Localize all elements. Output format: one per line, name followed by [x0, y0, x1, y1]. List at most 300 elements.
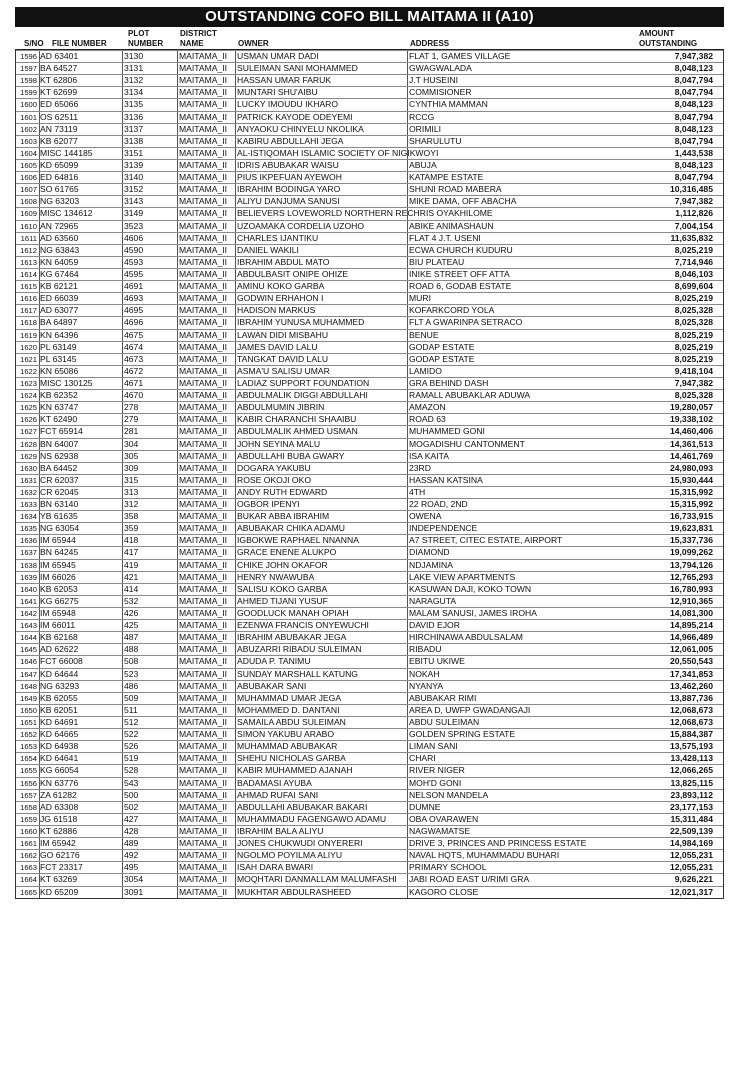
table-row: [16, 220, 723, 232]
cell-amount: 9,418,104: [674, 365, 713, 376]
cell-sno: 1638: [20, 560, 37, 570]
cell-amount: 12,068,673: [669, 717, 713, 728]
cell-plot-number: 414: [124, 583, 139, 594]
cell-file-number: IM 65942: [40, 838, 76, 849]
cell-sno: 1610: [20, 221, 37, 231]
cell-plot-number: 425: [124, 620, 139, 631]
table-row: [16, 813, 723, 825]
cell-address: OBA OVARAWEN: [409, 813, 479, 824]
cell-sno: 1639: [20, 572, 37, 582]
cell-owner: ANDY RUTH EDWARD: [237, 486, 328, 497]
cell-owner: SIMON YAKUBU ARABO: [237, 729, 335, 740]
cell-file-number: KD 65209: [40, 886, 79, 897]
cell-owner: SULEIMAN SANI MOHAMMED: [237, 63, 358, 74]
cell-file-number: KT 62490: [40, 414, 78, 425]
cell-plot-number: 522: [124, 729, 139, 740]
cell-district: MAITAMA_II: [179, 75, 228, 86]
cell-amount: 8,047,794: [674, 172, 713, 183]
cell-district: MAITAMA_II: [179, 293, 228, 304]
cell-amount: 8,048,123: [674, 99, 713, 110]
cell-address: OWENA: [409, 511, 442, 522]
cell-sno: 1659: [20, 814, 37, 824]
cell-file-number: MISC 134612: [40, 208, 93, 219]
cell-file-number: KB 62051: [40, 704, 78, 715]
cell-plot-number: 4675: [124, 329, 144, 340]
table-row: [16, 619, 723, 631]
cell-plot-number: 532: [124, 595, 139, 606]
cell-sno: 1651: [20, 718, 37, 728]
cell-amount: 15,930,444: [669, 474, 713, 485]
cell-address: GODAP ESTATE: [409, 341, 475, 352]
cell-sno: 1615: [20, 282, 37, 292]
cell-file-number: FCT 23317: [40, 862, 83, 873]
cell-file-number: CR 62037: [40, 474, 79, 485]
cell-file-number: KB 62055: [40, 692, 78, 703]
cell-file-number: ED 64816: [40, 172, 79, 183]
cell-file-number: GO 62176: [40, 850, 80, 861]
cell-district: MAITAMA_II: [179, 402, 228, 413]
cell-district: MAITAMA_II: [179, 838, 228, 849]
cell-plot-number: 528: [124, 765, 139, 776]
cell-sno: 1628: [20, 439, 37, 449]
cell-address: PRIMARY SCHOOL: [409, 862, 487, 873]
cell-address: BIU PLATEAU: [409, 256, 465, 267]
cell-amount: 7,004,154: [674, 220, 713, 231]
cell-sno: 1637: [20, 548, 37, 558]
cell-address: INIKE STREET OFF ATTA: [409, 268, 510, 279]
cell-district: MAITAMA_II: [179, 208, 228, 219]
cell-address: CHARI: [409, 753, 436, 764]
cell-address: DAVID EJOR: [409, 620, 460, 631]
cell-address: LIMAN SANI: [409, 741, 458, 752]
cell-plot-number: 358: [124, 511, 139, 522]
cell-plot-number: 511: [124, 704, 138, 715]
cell-sno: 1658: [20, 802, 37, 812]
cell-plot-number: 278: [124, 402, 139, 413]
cell-address: RAMALL ABUBAKLAR ADUWA: [409, 390, 531, 401]
cell-sno: 1656: [20, 778, 37, 788]
cell-sno: 1600: [20, 100, 37, 110]
cell-file-number: IM 65944: [40, 535, 76, 546]
cell-district: MAITAMA_II: [179, 801, 228, 812]
cell-amount: 8,047,794: [674, 111, 713, 122]
cell-amount: 8,699,604: [674, 281, 713, 292]
table-row: [16, 643, 723, 655]
cell-district: MAITAMA_II: [179, 656, 228, 667]
table-row: [16, 728, 723, 740]
cell-sno: 1620: [20, 342, 37, 352]
cell-address: KAGORO CLOSE: [409, 886, 479, 897]
cell-plot-number: 304: [124, 438, 139, 449]
table-row: [16, 486, 723, 498]
table-row: [16, 341, 723, 353]
cell-owner: SHEHU NICHOLAS GARBA: [237, 753, 346, 764]
cell-amount: 8,025,219: [674, 341, 713, 352]
cell-address: MALAM SANUSI, JAMES IROHA: [409, 608, 537, 619]
cell-plot-number: 281: [124, 426, 139, 437]
cell-plot-number: 519: [124, 753, 139, 764]
cell-owner: SAMAILA ABDU SULEIMAN: [237, 717, 346, 728]
cell-file-number: KD 64691: [40, 717, 79, 728]
cell-plot-number: 508: [124, 656, 139, 667]
cell-plot-number: 418: [124, 535, 139, 546]
cell-owner: GOODLUCK MANAH OPIAH: [237, 608, 349, 619]
cell-amount: 17,341,853: [669, 668, 713, 679]
cell-file-number: KT 62806: [40, 75, 78, 86]
cell-file-number: KG 66054: [40, 765, 79, 776]
cell-amount: 13,462,260: [669, 680, 713, 691]
cell-file-number: KD 64644: [40, 668, 79, 679]
cell-amount: 8,047,794: [674, 75, 713, 86]
cell-owner: BUKAR ABBA IBRAHIM: [237, 511, 330, 522]
cell-address: HIRCHINAWA ABDULSALAM: [409, 632, 523, 643]
cell-owner: ABDULLAHI BUBA GWARY: [237, 450, 345, 461]
cell-owner: MUKHTAR ABDULRASHEED: [237, 886, 351, 897]
cell-file-number: CR 62045: [40, 486, 79, 497]
cell-file-number: NS 62938: [40, 450, 79, 461]
cell-amount: 15,315,992: [669, 486, 713, 497]
cell-district: MAITAMA_II: [179, 729, 228, 740]
cell-plot-number: 502: [124, 801, 139, 812]
table-row: [16, 886, 723, 898]
cell-plot-number: 4590: [124, 244, 144, 255]
cell-plot-number: 4595: [124, 268, 144, 279]
cell-sno: 1635: [20, 524, 37, 534]
cell-owner: MUHAMMAD ABUBAKAR: [237, 741, 338, 752]
table-row: [16, 86, 723, 98]
cell-sno: 1646: [20, 657, 37, 667]
cell-file-number: KT 62886: [40, 826, 78, 836]
cell-owner: TANGKAT DAVID LALU: [237, 353, 329, 364]
cell-owner: LADIAZ SUPPORT FOUNDATION: [237, 377, 370, 388]
table-row: [16, 450, 723, 462]
cell-amount: 8,048,123: [674, 63, 713, 74]
table-row: [16, 292, 723, 304]
cell-sno: 1618: [20, 318, 37, 328]
table-row: [16, 668, 723, 680]
cell-file-number: NG 63843: [40, 244, 80, 255]
cell-sno: 1633: [20, 500, 37, 510]
cell-file-number: KT 63269: [40, 874, 78, 885]
cell-district: MAITAMA_II: [179, 547, 228, 558]
table-row: [16, 280, 723, 292]
cell-owner: IBRAHIM YUNUSA MUHAMMED: [237, 317, 365, 328]
cell-sno: 1645: [20, 645, 37, 655]
cell-sno: 1602: [20, 124, 37, 134]
cell-file-number: FCT 66008: [40, 656, 83, 667]
cell-sno: 1647: [20, 669, 37, 679]
cell-plot-number: 3143: [124, 196, 144, 207]
cell-sno: 1632: [20, 487, 37, 497]
cell-owner: PIUS IKPEFUAN AYEWOH: [237, 172, 342, 183]
cell-file-number: BA 64452: [40, 462, 78, 473]
cell-address: MOGADISHU CANTONMENT: [409, 438, 525, 449]
table-row: [16, 425, 723, 437]
table-row: [16, 389, 723, 401]
cell-owner: MUHAMMADU FAGENGAWO ADAMU: [237, 813, 387, 824]
cell-sno: 1648: [20, 681, 37, 691]
cell-plot-number: 4606: [124, 232, 144, 243]
cell-plot-number: 492: [124, 850, 139, 861]
cell-sno: 1643: [20, 621, 37, 631]
cell-district: MAITAMA_II: [179, 717, 228, 728]
table-row: [16, 413, 723, 425]
cell-plot-number: 3149: [124, 208, 144, 219]
cell-file-number: AN 72965: [40, 220, 79, 231]
cell-district: MAITAMA_II: [179, 813, 228, 824]
cell-address: ROAD 6, GODAB ESTATE: [409, 281, 512, 292]
cell-address: SHUNI ROAD MABERA: [409, 184, 502, 195]
cell-amount: 7,714,946: [674, 256, 713, 267]
cell-amount: 9,626,221: [674, 874, 713, 885]
cell-file-number: KB 62352: [40, 390, 78, 401]
cell-address: EBITU UKIWE: [409, 656, 465, 667]
cell-amount: 8,048,123: [674, 123, 713, 134]
cell-owner: GRACE ENENE ALUKPO: [237, 547, 337, 558]
cell-owner: JONES CHUKWUDI ONYERERI: [237, 838, 363, 849]
cell-district: MAITAMA_II: [179, 668, 228, 679]
cell-sno: 1614: [20, 269, 37, 279]
cell-amount: 24,980,093: [669, 462, 713, 473]
cell-file-number: BN 63140: [40, 499, 79, 510]
cell-district: MAITAMA_II: [179, 184, 228, 195]
cell-file-number: KN 63776: [40, 777, 79, 788]
cell-owner: AHMED TIJANI YUSUF: [237, 595, 328, 606]
cell-amount: 13,794,126: [669, 559, 713, 570]
cell-file-number: IM 65945: [40, 559, 76, 570]
cell-sno: 1652: [20, 730, 37, 740]
table-row: [16, 631, 723, 643]
cell-district: MAITAMA_II: [179, 99, 228, 110]
cell-sno: 1624: [20, 391, 37, 401]
cell-file-number: KD 65099: [40, 159, 79, 170]
cell-plot-number: 3054: [124, 874, 144, 885]
cell-plot-number: 4670: [124, 390, 144, 401]
cell-owner: IBRAHIM BALA ALIYU: [237, 826, 324, 836]
table-row: [16, 861, 723, 873]
cell-address: DUMNE: [409, 801, 441, 812]
cell-owner: HADISON MARKUS: [237, 305, 316, 316]
cell-file-number: IM 66026: [40, 571, 76, 582]
cell-address: NAVAL HQTS, MUHAMMADU BUHARI: [409, 850, 560, 861]
cell-district: MAITAMA_II: [179, 571, 228, 582]
cell-plot-number: 421: [124, 571, 139, 582]
table-row: [16, 595, 723, 607]
cell-plot-number: 3135: [124, 99, 144, 110]
cell-district: MAITAMA_II: [179, 329, 228, 340]
cell-amount: 14,984,169: [669, 838, 713, 849]
cell-file-number: KD 64641: [40, 753, 79, 764]
cell-file-number: KG 66275: [40, 595, 79, 606]
cell-file-number: AD 63308: [40, 801, 79, 812]
cell-owner: UZOAMAKA CORDELIA UZOHO: [237, 220, 365, 231]
cell-sno: 1596: [20, 52, 37, 61]
cell-file-number: NG 63054: [40, 523, 80, 534]
cell-plot-number: 3138: [124, 135, 144, 146]
cell-owner: ADUDA P. TANIMU: [237, 656, 311, 667]
cell-sno: 1625: [20, 403, 37, 413]
cell-file-number: KT 62699: [40, 87, 78, 98]
cell-sno: 1655: [20, 766, 37, 776]
cell-address: ABUBAKAR RIMI: [409, 692, 477, 703]
cell-sno: 1631: [20, 475, 37, 485]
cell-address: FLAT 4 J.T. USENI: [409, 232, 481, 243]
cell-address: ISA KAITA: [409, 450, 449, 461]
cell-file-number: KN 64059: [40, 256, 79, 267]
table-row: [16, 474, 723, 486]
cell-file-number: JG 61518: [40, 813, 78, 824]
cell-owner: IDRIS ABUBAKAR WAISU: [237, 159, 339, 170]
cell-address: MIKE DAMA, OFF ABACHA: [409, 196, 517, 207]
cell-file-number: AN 73119: [40, 123, 78, 134]
cell-amount: 8,047,794: [674, 135, 713, 146]
table-row: [16, 462, 723, 474]
cell-owner: SALISU KOKO GARBA: [237, 583, 328, 594]
cell-address: JABI ROAD EAST U/RIMI GRA: [409, 874, 530, 885]
cell-plot-number: 543: [124, 777, 139, 788]
cell-sno: 1665: [20, 887, 37, 897]
cell-plot-number: 3136: [124, 111, 144, 122]
cell-owner: ABDULMUMIN JIBRIN: [237, 402, 325, 413]
table-row: [16, 546, 723, 558]
cell-amount: 7,947,382: [674, 196, 713, 207]
cell-address: RCCG: [409, 111, 435, 122]
cell-amount: 8,048,123: [674, 159, 713, 170]
cell-district: MAITAMA_II: [179, 680, 228, 691]
cell-file-number: KD 64938: [40, 741, 79, 752]
cell-owner: MOQHTARI DANMALLAM MALUMFASHI: [237, 874, 397, 885]
table-row: [16, 825, 723, 837]
cell-plot-number: 526: [124, 741, 139, 752]
cell-plot-number: 486: [124, 680, 139, 691]
cell-owner: SUNDAY MARSHALL KATUNG: [237, 668, 358, 679]
cell-file-number: ED 66039: [40, 293, 79, 304]
table-row: [16, 171, 723, 183]
cell-address: GWAGWALADA: [409, 63, 472, 74]
table-row: [16, 655, 723, 667]
cell-plot-number: 4671: [124, 377, 144, 388]
cell-district: MAITAMA_II: [179, 281, 228, 292]
cell-district: MAITAMA_II: [179, 220, 228, 231]
cell-sno: 1640: [20, 584, 37, 594]
table-row: [16, 329, 723, 341]
header-amount-top: AMOUNT: [639, 29, 675, 38]
cell-owner: AL-ISTIQOMAH ISLAMIC SOCIETY OF NIGIKWOYI: [237, 147, 439, 158]
cell-sno: 1644: [20, 633, 37, 643]
cell-plot-number: 4695: [124, 305, 144, 316]
cell-plot-number: 3137: [124, 123, 144, 134]
cell-address: NARAGUTA: [409, 595, 457, 606]
cell-amount: 8,025,219: [674, 353, 713, 364]
cell-owner: KABIR CHARANCHI SHAAIBU: [237, 414, 357, 425]
cell-amount: 1,443,538: [674, 147, 713, 158]
cell-amount: 15,884,387: [669, 729, 713, 740]
table-row: [16, 50, 723, 62]
cell-plot-number: 313: [124, 486, 139, 497]
cell-plot-number: 500: [124, 789, 139, 800]
cell-district: MAITAMA_II: [179, 244, 228, 255]
cell-amount: 15,315,992: [669, 499, 713, 510]
cell-district: MAITAMA_II: [179, 377, 228, 388]
cell-plot-number: 3134: [124, 87, 144, 98]
cell-owner: ISAH DARA BWARI: [237, 862, 314, 873]
cell-district: MAITAMA_II: [179, 147, 228, 158]
cell-file-number: KG 67464: [40, 268, 79, 279]
cell-owner: PATRICK KAYODE ODEYEMI: [237, 111, 353, 122]
cell-address: MUHAMMED GONI: [409, 426, 485, 437]
cell-sno: 1649: [20, 693, 37, 703]
cell-sno: 1641: [20, 596, 37, 606]
cell-amount: 8,025,328: [674, 305, 713, 316]
cell-file-number: AD 63401: [40, 51, 79, 61]
cell-plot-number: 279: [124, 414, 139, 425]
header-plot-bottom: NUMBER: [128, 39, 164, 48]
table-row: [16, 789, 723, 801]
cell-district: MAITAMA_II: [179, 559, 228, 570]
cell-amount: 13,428,113: [670, 753, 713, 764]
cell-district: MAITAMA_II: [179, 704, 228, 715]
cell-amount: 8,025,219: [674, 244, 713, 255]
table-row: [16, 232, 723, 244]
cell-district: MAITAMA_II: [179, 414, 228, 425]
cell-district: MAITAMA_II: [179, 123, 228, 134]
cell-sno: 1607: [20, 185, 37, 195]
cell-owner: IBRAHIM ABDUL MATO: [237, 256, 330, 267]
header-amount-bottom: OUTSTANDING: [639, 39, 698, 48]
cell-file-number: AD 62622: [40, 644, 79, 655]
cell-amount: 15,337,736: [669, 535, 713, 546]
cell-sno: 1634: [20, 512, 37, 522]
cell-district: MAITAMA_II: [179, 450, 228, 461]
cell-sno: 1619: [20, 330, 37, 340]
cell-amount: 8,046,103: [674, 268, 713, 279]
cell-amount: 10,316,485: [669, 184, 713, 195]
cell-file-number: AD 63077: [40, 305, 79, 316]
cell-amount: 14,081,300: [669, 608, 713, 619]
cell-address: NDJAMINA: [409, 559, 453, 570]
cell-amount: 8,025,328: [674, 317, 713, 328]
cell-plot-number: 417: [124, 547, 139, 558]
cell-amount: 19,280,057: [669, 402, 713, 413]
cell-owner: LAWAN DIDI MISBAHU: [237, 329, 329, 340]
cell-address: ORIMILI: [409, 123, 441, 134]
cell-sno: 1597: [20, 64, 37, 74]
cell-file-number: BA 64527: [40, 63, 78, 74]
cell-address: 23RD: [409, 462, 431, 473]
table-row: [16, 159, 723, 171]
cell-owner: ROSE OKOJI OKO: [237, 474, 312, 485]
cell-district: MAITAMA_II: [179, 620, 228, 631]
cell-sno: 1601: [20, 112, 37, 122]
cell-sno: 1623: [20, 378, 37, 388]
cell-sno: 1627: [20, 427, 37, 437]
cell-owner: ABUBAKAR CHIKA ADAMU: [237, 523, 345, 534]
cell-amount: 13,575,193: [669, 741, 713, 752]
cell-sno: 1662: [20, 851, 37, 861]
cell-file-number: PL 63149: [40, 341, 77, 352]
cell-address: SHARULUTU: [409, 135, 462, 146]
cell-owner: DANIEL WAKILI: [237, 244, 299, 255]
table-row: [16, 183, 723, 195]
cell-sno: 1653: [20, 742, 37, 752]
cell-file-number: KB 62053: [40, 583, 78, 594]
cell-address: DIAMOND: [409, 547, 450, 558]
cell-owner: IBRAHIM BODINGA YARO: [237, 184, 341, 195]
cell-district: MAITAMA_II: [179, 511, 228, 522]
cell-file-number: KN 64396: [40, 329, 79, 340]
cell-plot-number: 427: [124, 813, 139, 824]
cell-district: MAITAMA_II: [179, 111, 228, 122]
